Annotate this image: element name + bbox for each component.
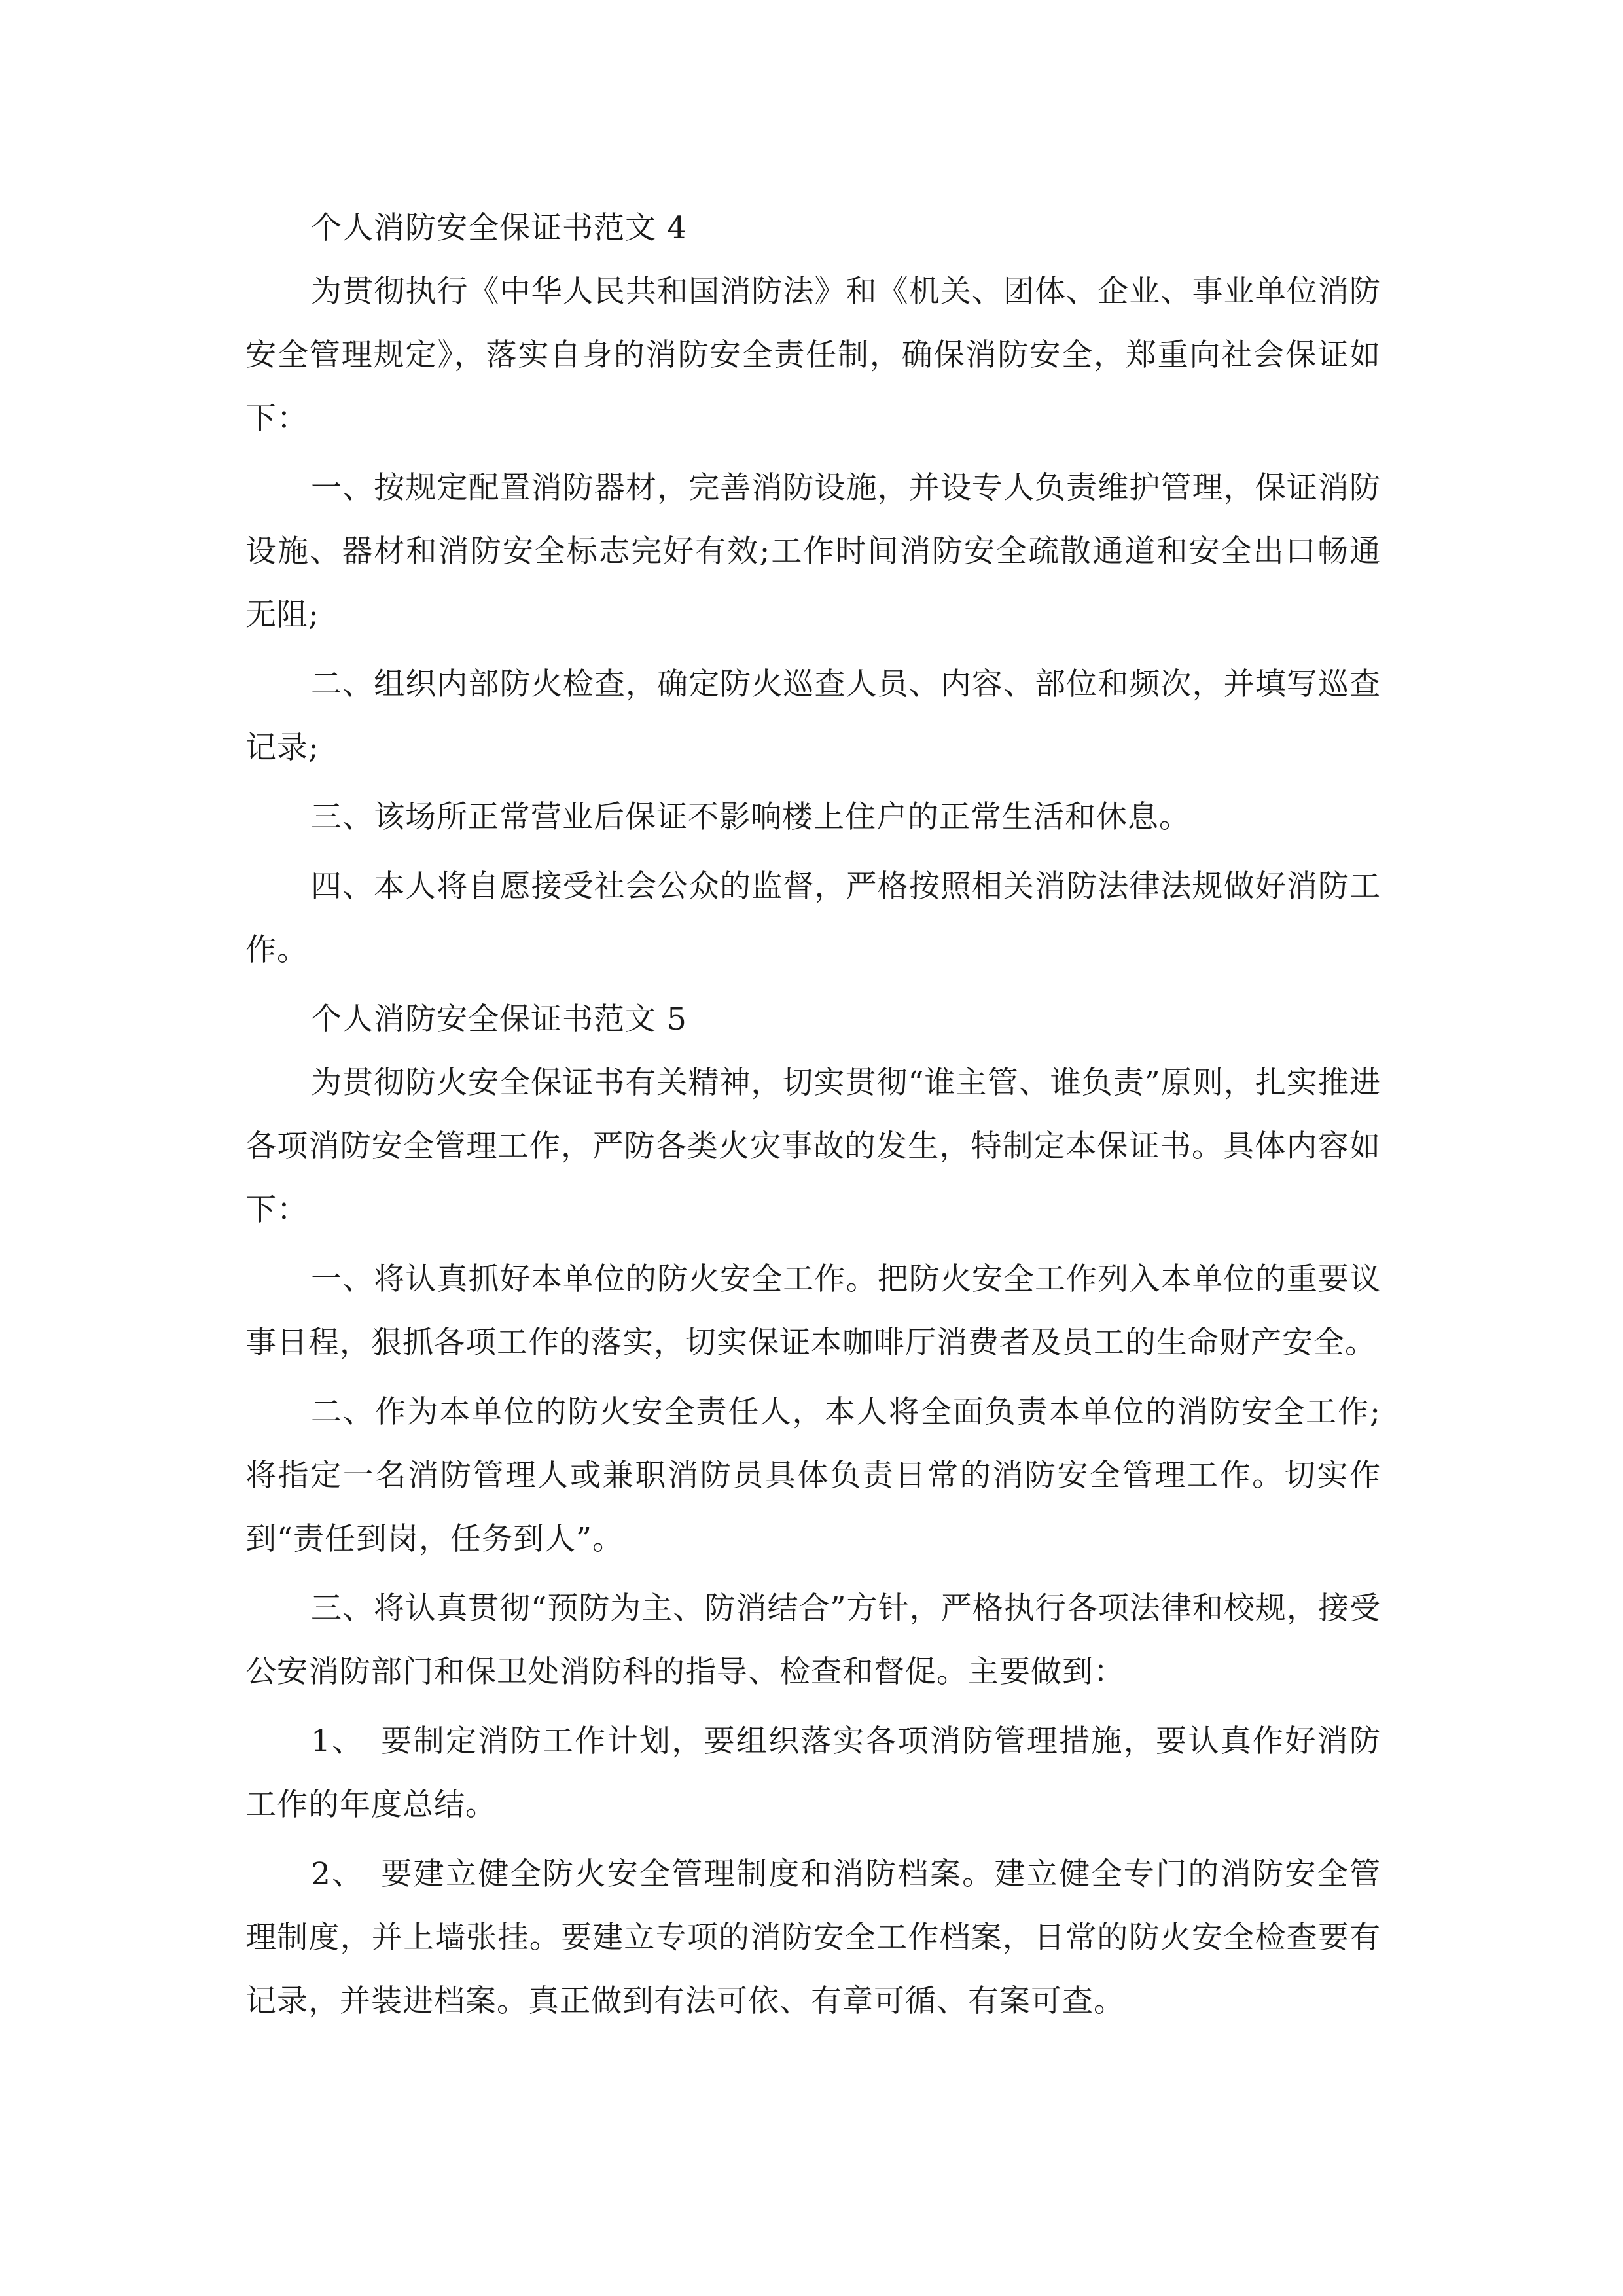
paragraph: 1、 要制定消防工作计划，要组织落实各项消防管理措施，要认真作好消防工作的年度总结。 bbox=[245, 1723, 1381, 1823]
paragraph: 为贯彻防火安全保证书有关精神，切实贯彻“谁主管、谁负责”原则，扎实推进各项消防安全管理工作，严防各类火灾事故的发生，特制定本保证书。具体内容如下： bbox=[245, 1065, 1381, 1228]
paragraph: 二、组织内部防火检查，确定防火巡查人员、内容、部位和频次，并填写巡查记录; bbox=[245, 666, 1381, 766]
paragraph: 2、 要建立健全防火安全管理制度和消防档案。建立健全专门的消防安全管理制度，并上墙张挂。要建立专项的消防安全工作档案，日常的防火安全检查要有记录，并装进档案。真正做到有法可依、有章可循、有案可查。 bbox=[245, 1856, 1381, 2019]
document-body bbox=[245, 196, 1381, 2039]
section-heading-4: 个人消防安全保证书范文 4 bbox=[311, 210, 687, 246]
paragraph: 一、将认真抓好本单位的防火安全工作。把防火安全工作列入本单位的重要议事日程，狠抓各项工作的落实，切实保证本咖啡厅消费者及员工的生命财产安全。 bbox=[245, 1261, 1381, 1361]
paragraph: 为贯彻执行《中华人民共和国消防法》和《机关、团体、企业、事业单位消防安全管理规定》，落实自身的消防安全责任制，确保消防安全，郑重向社会保证如下： bbox=[245, 274, 1381, 437]
section-heading-5: 个人消防安全保证书范文 5 bbox=[311, 1001, 687, 1037]
paragraph: 一、按规定配置消防器材，完善消防设施，并设专人负责维护管理，保证消防设施、器材和消防安全标志完好有效;工作时间消防安全疏散通道和安全出口畅通无阻; bbox=[245, 470, 1381, 633]
paragraph: 三、该场所正常营业后保证不影响楼上住户的正常生活和休息。 bbox=[311, 799, 1190, 835]
paragraph: 三、将认真贯彻“预防为主、防消结合”方针，严格执行各项法律和校规，接受公安消防部门和保卫处消防科的指导、检查和督促。主要做到： bbox=[245, 1590, 1381, 1690]
paragraph: 二、作为本单位的防火安全责任人，本人将全面负责本单位的消防安全工作;将指定一名消防管理人或兼职消防员具体负责日常的消防安全管理工作。切实作到“责任到岗，任务到人”。 bbox=[245, 1394, 1381, 1557]
paragraph: 四、本人将自愿接受社会公众的监督，严格按照相关消防法律法规做好消防工作。 bbox=[245, 869, 1381, 968]
